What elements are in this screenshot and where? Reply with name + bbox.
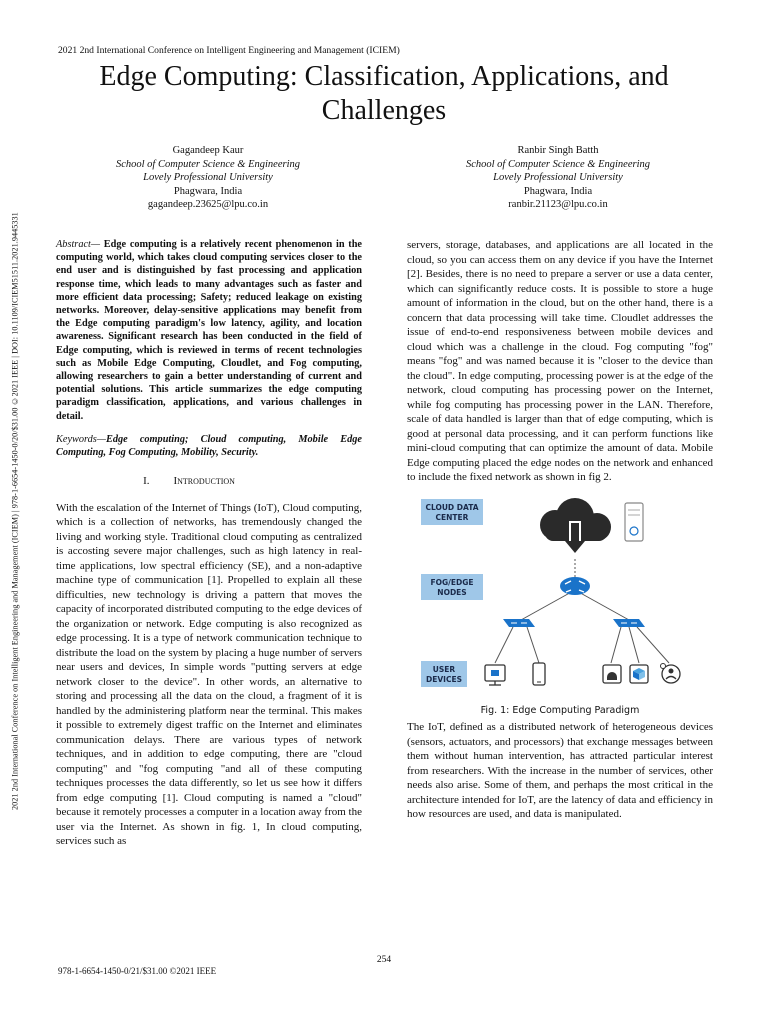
figure-caption: Fig. 1: Edge Computing Paradigm: [480, 704, 640, 716]
switch-icon: [613, 619, 645, 627]
right-column: [407, 238, 713, 822]
edge-computing-figure: [407, 495, 713, 700]
user-label-line-2: DEVICES: [426, 674, 462, 684]
title-line-1: Edge Computing: Classification, Applications, and: [99, 61, 669, 92]
fog-label-line-2: NODES: [437, 587, 467, 597]
desktop-icon: [485, 665, 505, 685]
cube-device-icon: [630, 665, 648, 683]
author-block-2: [438, 144, 678, 212]
keywords: [56, 433, 362, 459]
page-number: 254: [376, 955, 392, 965]
cloud-download-icon: [540, 498, 611, 557]
edge-computing-diagram: [407, 495, 713, 700]
footer-copyright: 978-1-6654-1450-0/21/$31.00 ©2021 IEEE: [58, 966, 217, 976]
abstract-text: Edge computing is a relatively recent phenomenon in the computing world, which takes cloud computing services closer to the end user and is distinguished by fast processing and application response time, which leads to many advantages such as faster and more efficient data processing; Safety; reduced leakage on existing networks. Moreover, delay-sensitive applications may benefit from the Edge computing paradigm's low latency, agility, and location awareness. Significant research has been conducted in the field of Edge computing, which is reviewed in terms of recent technologies such as Mobile Edge Computing, Cloudlet, and Fog computing, allowing researchers to gain a better understanding of current and potential solutions. This article summarizes the edge computing paradigm classification, applications, and various challenges in detail.: [56, 239, 362, 422]
intro-paragraph: With the escalation of the Internet of Things (IoT), Cloud computing, which is a collection of networks, has tremendously changed the living and working style. Traditional cloud computing as centralized is accosting severe major challenges, such as high latency in real-time applications, low spectral efficiency (SE), and a non-adaptive machine type of communication [1]. Propelled to explain all these difficulties, new technology is driving a pattern that moves the capacity of incorporated distributed computing to the edge devices of the organization or network. Edge computing is also recognized as edge processing. It is a type of network communication technique to distribute the load on the system by placing a huge number of servers near users and devices, In simple words "putting servers at edge network closer to the device". In other words, an alternative to storing and processing all the data on the cloud, a fragment of it is handled by the administering platform near the terminal. This makes it possible to extremely digest traffic on the Internet and eliminates communication delays. There are various types of network techniques, and in addition to edge computing, there are "cloud computing" and "fog computing "and all of these computing techniques processes the data differently, so let us see how it differs from edge computing [1]. Cloud computing is named a "cloud" because it remotely processes a computer in a location away from the user via the Internet. As shown in fig. 1, In cloud computing, services such as: [56, 501, 362, 848]
doi-side-note: 2021 2nd International Conference on Intelligent Engineering and Management (ICIEM) | 978-1-6654-1450-0/20/$31.00 ©2021 IEEE | DOI: 10.1109/ICIEM51511.2021.9445331: [10, 212, 20, 810]
left-column: [56, 238, 362, 849]
cloud-label-line-2: CENTER: [435, 512, 469, 522]
author-department: School of Computer Science & Engineering: [465, 158, 650, 170]
author-block-1: [88, 144, 328, 212]
conference-header: 2021 2nd International Conference on Intelligent Engineering and Management (ICIEM): [58, 45, 400, 56]
author-email: ranbir.21123@lpu.co.in: [508, 199, 608, 210]
title-line-2: Challenges: [321, 95, 447, 126]
router-icon: [560, 577, 590, 595]
server-icon: [625, 503, 643, 541]
abstract: [56, 238, 362, 423]
keywords-text: Edge computing; Cloud computing, Mobile Edge Computing, Fog Computing, Mobility, Security.: [56, 433, 362, 459]
body-paragraph: The IoT, defined as a distributed network of heterogeneous devices (sensors, actuators, and processors) that exchange messages between them without human intervention, has attracted particular interest from researchers. With the increase in the number of services, other needs also arise. Some of them, and perhaps the most critical in the architecture intended for IoT, are the latency of data and efficiency in how resources are used, and data is manipulated.: [407, 721, 713, 820]
smart-device-icon: [661, 663, 681, 683]
network-links: [495, 559, 669, 663]
keywords-label: Keywords—: [56, 433, 106, 445]
fog-label-line-1: FOG/EDGE: [430, 577, 474, 587]
cloud-label-line-1: CLOUD DATA: [425, 502, 479, 512]
author-location: Phagwara, India: [173, 185, 243, 197]
paper-title: [0, 60, 768, 128]
author-email: gagandeep.23625@lpu.co.in: [147, 199, 269, 210]
abstract-label: Abstract—: [56, 239, 101, 250]
switch-icon: [503, 619, 535, 627]
author-name: Ranbir Singh Batth: [517, 145, 599, 156]
phone-icon: [533, 663, 545, 685]
author-university: Lovely Professional University: [143, 172, 273, 183]
author-university: Lovely Professional University: [493, 172, 623, 183]
section-number: I.: [143, 475, 150, 488]
section-title: Introduction: [173, 475, 235, 488]
author-name: Gagandeep Kaur: [172, 145, 244, 156]
author-location: Phagwara, India: [523, 185, 593, 197]
user-label-line-1: USER: [432, 664, 456, 674]
author-department: School of Computer Science & Engineering: [115, 158, 300, 170]
section-heading: [56, 474, 362, 489]
body-paragraph: servers, storage, databases, and applications are all located in the cloud, so you can access them on any device if you have the Internet [2]. Besides, there is no need to prepare a server or use a data center, which can significantly reduce costs. It is possible to store a huge amount of information in the cloud, but on the other hand, there is a concern that data processing will take time. Cloudlet addresses the issue of end-to-end responsiveness between mobile devices and cloud which was a challenge in the cloud. Fog computing "fog" means "fog" and was named because it is "closer to the device than the cloud". In edge computing, processing power is at the edge of the network, cloud computing has processing power on the Internet, while fog computing has processing power in the LAN. Therefore, scale of data handled is larger than that of edge computing, which is good at personal data processing, and it can perform functions like mini-cloud computing that can optimize the amount of data. Mobile Edge computing placed the edge nodes on the network and enhanced to include the fixed network as shown in fig 2.: [407, 239, 713, 483]
android-device-icon: [603, 665, 621, 683]
